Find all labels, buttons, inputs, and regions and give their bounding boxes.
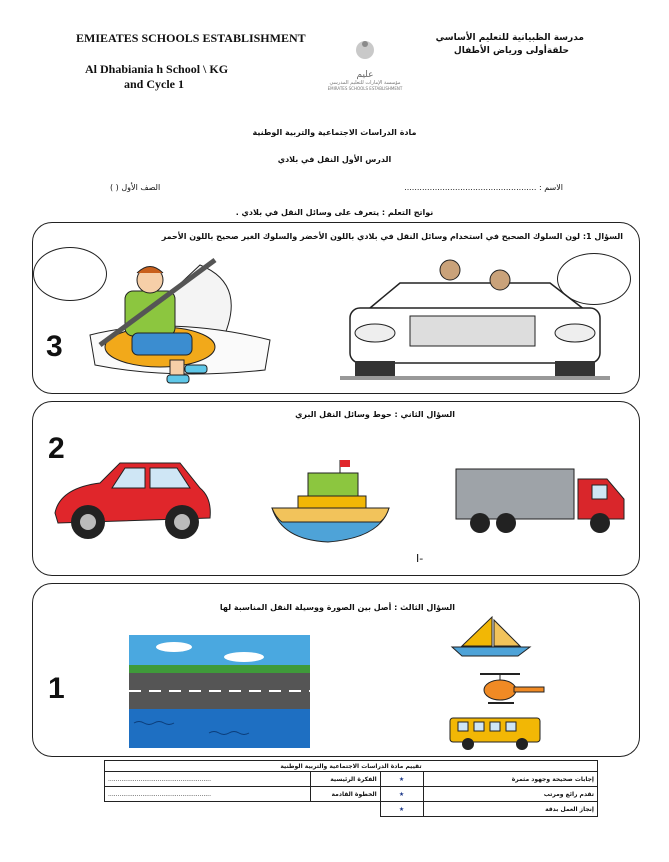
school-establishment-title: EMIEATES SCHOOLS ESTABLISHMENT [76, 31, 306, 45]
logo-icon [350, 38, 380, 70]
boat-image[interactable] [268, 458, 393, 550]
school-cycle: and Cycle 1 [124, 77, 184, 91]
question-2-score: 2 [48, 432, 65, 465]
evaluation-label: تقدم رائع ومرتب [423, 787, 597, 802]
evaluation-row [105, 787, 598, 802]
star-icon[interactable]: ★ [380, 772, 423, 787]
school-bus-icon[interactable] [446, 714, 544, 752]
logo-caption-ar: مؤسسة الإمارات للتعليم المدرسي [329, 80, 401, 86]
lesson-title: الدرس الأول النقل في بلادي [277, 155, 392, 164]
name-field[interactable]: الاسم : .................................................... [404, 183, 563, 192]
question-1-prompt: السؤال 1: لون السلوك الصحيح في استخدام وسائل النقل في بلادي باللون الأخضر والسلوك الغير صحيح باللون الأحمر [161, 232, 623, 241]
school-cycle-ar: حلقةأولى ورياض الأطفال [453, 46, 569, 56]
evaluation-dots[interactable]: ...................................................... [105, 772, 311, 787]
truck-image[interactable] [452, 465, 627, 537]
question-3-prompt: السؤال الثالث : أصل بين الصورة ووسيلة النقل المناسبة لها [219, 603, 455, 612]
red-car-image[interactable] [50, 458, 215, 546]
logo-caption-en: EMIRATES SCHOOLS ESTABLISHMENT [327, 86, 403, 91]
evaluation-label: إجابات صحيحة وجهود مثمرة [423, 772, 597, 787]
evaluation-table [104, 771, 598, 817]
evaluation-right-label: الفكرة الرئيسية [310, 772, 380, 787]
ese-logo [300, 38, 430, 98]
question-2-prompt: السؤال الثاني : حوط وسائل النقل البري [295, 410, 455, 419]
logo-word: عليم [356, 70, 374, 80]
grade-field[interactable]: الصف الأول ( ) [110, 183, 161, 192]
helicopter-icon[interactable] [470, 670, 548, 708]
question-1-score: 3 [46, 330, 63, 363]
subject-title: مادة الدراسات الاجتماعية والتربية الوطنية [252, 128, 417, 137]
evaluation-right-label: الخطوة القادمة [310, 787, 380, 802]
car-unsafe-image [340, 258, 610, 383]
evaluation-row [105, 772, 598, 787]
school-name: Al Dhabiania h School \ KG [85, 62, 229, 76]
environment-image [129, 635, 310, 748]
child-seatbelt-image [70, 255, 280, 390]
learning-outcome: نواتج التعلم : يتعرف على وسائل النقل في بلادي . [235, 208, 434, 217]
star-icon[interactable]: ★ [380, 802, 423, 817]
school-name-ar: مدرسة الظبيانية للتعليم الأساسي [435, 33, 584, 43]
evaluation-dots[interactable]: ...................................................... [105, 787, 311, 802]
evaluation-empty-cell [310, 802, 380, 817]
handwritten-mark: I- [416, 552, 424, 565]
sailboat-icon[interactable] [450, 614, 532, 659]
evaluation-row [105, 802, 598, 817]
evaluation-empty-cell [105, 802, 311, 817]
star-icon[interactable]: ★ [380, 787, 423, 802]
question-3-score: 1 [48, 672, 65, 705]
evaluation-title: تقييم مادة الدراسات الاجتماعية والتربية الوطنية [104, 760, 598, 772]
evaluation-label: إنجاز العمل بدقة [423, 802, 597, 817]
